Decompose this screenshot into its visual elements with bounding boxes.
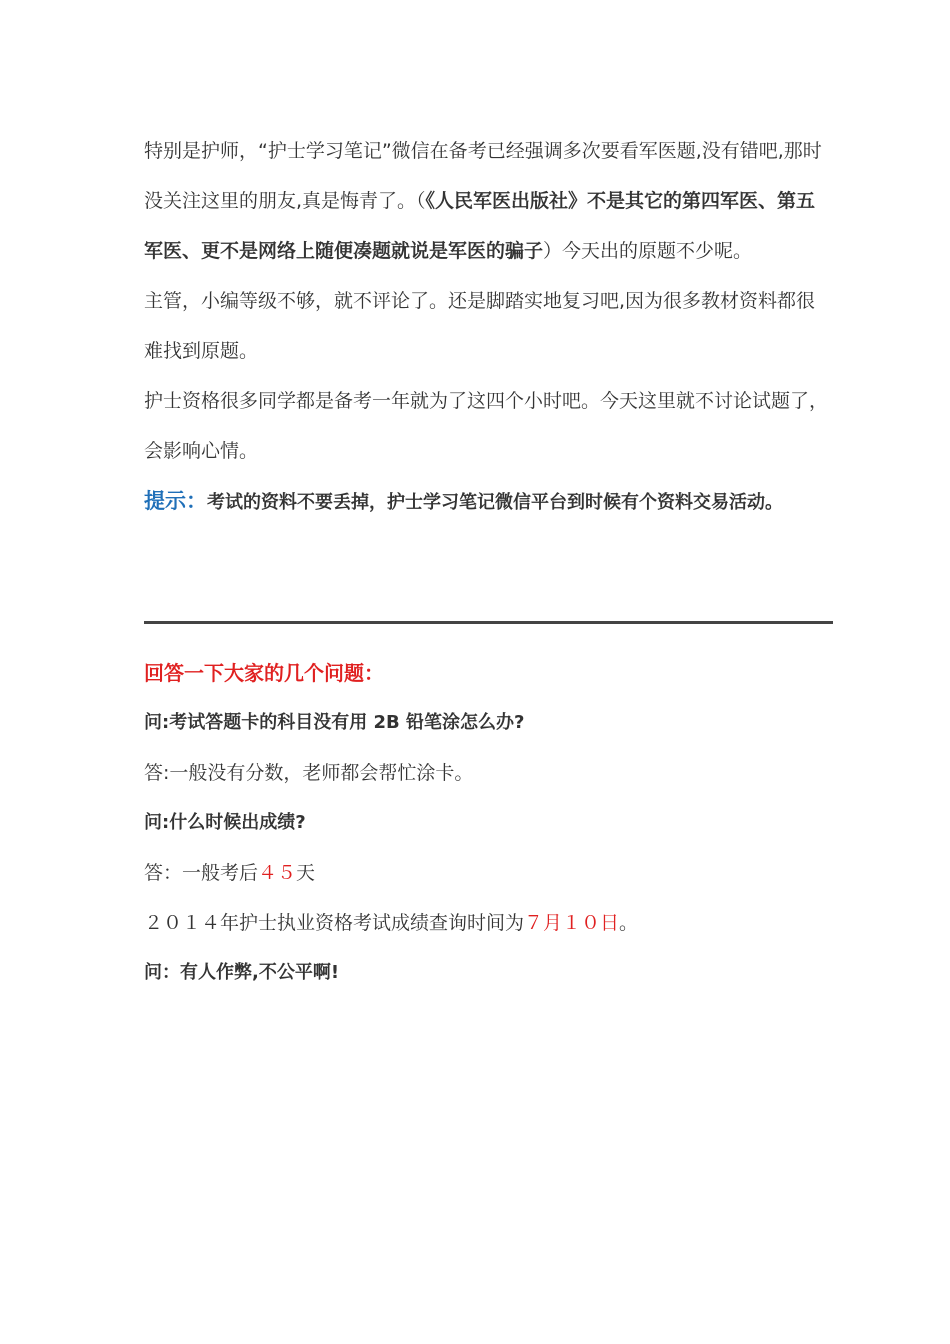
answer-text: 。 xyxy=(619,912,639,934)
tip-text: 考试的资料不要丢掉，护士学习笔记微信平台到时候有个资料交易活动。 xyxy=(207,492,783,513)
paragraph-nurse-practitioner xyxy=(144,126,834,276)
highlight-date: ７月１０日 xyxy=(524,912,620,934)
article-body xyxy=(144,126,834,528)
tip-paragraph xyxy=(144,476,834,528)
paragraph-supervisor: 主管，小编等级不够，就不评论了。还是脚踏实地复习吧,因为很多教材资料都很难找到原题。 xyxy=(144,290,816,362)
paragraph-text: 特别是护师，“护士学习笔记”微信在备考已经强调多次要看军医题,没有错吧,那时没关注这里的朋友,真是悔青了。（ xyxy=(144,140,822,212)
horizontal-divider xyxy=(144,621,833,624)
answer-text: ２０１４年护士执业资格考试成绩查询时间为 xyxy=(144,912,525,934)
answer-results-date xyxy=(144,898,834,948)
question-results-time: 问:什么时候出成绩? xyxy=(144,812,306,833)
answer-text: 天 xyxy=(296,862,316,884)
paragraph-text: ）今天出的原题不少呢。 xyxy=(543,240,753,262)
qa-section xyxy=(144,648,834,998)
answer-results-time xyxy=(144,848,834,898)
paragraph-nurse-qualification: 护士资格很多同学都是备考一年就为了这四个小时吧。今天这里就不讨论试题了，会影响心情。 xyxy=(144,390,829,462)
qa-section-title: 回答一下大家的几个问题： xyxy=(144,661,384,685)
tip-label: 提示： xyxy=(144,489,207,513)
answer-text: 答：一般考后 xyxy=(144,862,259,884)
highlight-days: ４５ xyxy=(258,862,297,884)
emphasis-publisher-note: 《人民军医出版社》不是其它的第四军医、第五军医、更不是网络上随便凑题就说是军医的骗子 xyxy=(144,190,816,262)
question-answer-card: 问:考试答题卡的科目没有用 2B 铅笔涂怎么办? xyxy=(144,712,525,733)
answer-answer-card: 答:一般没有分数，老师都会帮忙涂卡。 xyxy=(144,762,474,784)
question-cheating: 问：有人作弊,不公平啊! xyxy=(144,962,340,983)
